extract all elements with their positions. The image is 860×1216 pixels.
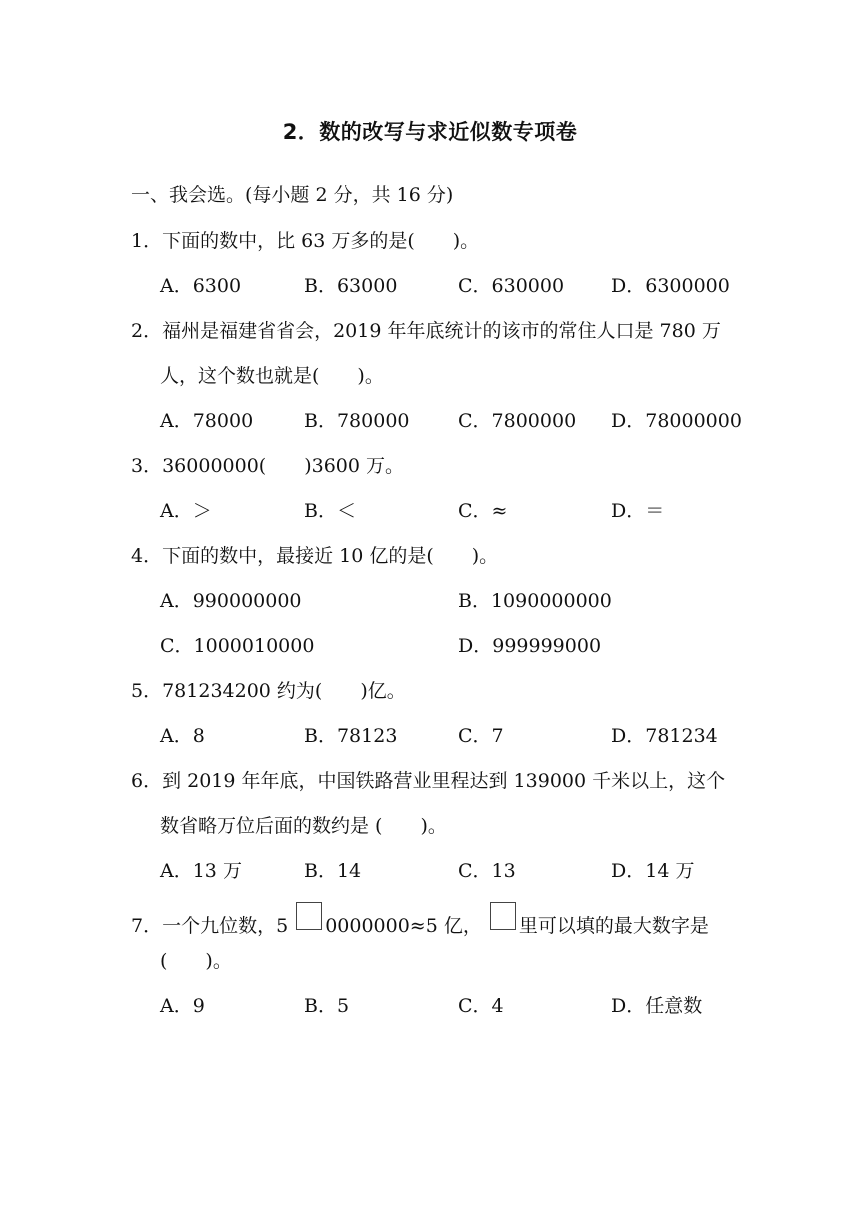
question-1-option-c: C．630000 bbox=[458, 275, 565, 297]
question-6-option-b: B．14 bbox=[304, 860, 362, 882]
question-1-option-d: D．6300000 bbox=[611, 275, 730, 297]
question-7-stem-part3: 里可以填的最大数字是 bbox=[518, 915, 709, 937]
question-3-option-d: D．＝ bbox=[611, 500, 665, 522]
question-5-stem: 5．781234200 约为( )亿。 bbox=[131, 680, 406, 702]
question-6-stem-line2: 数省略万位后面的数约是 ( )。 bbox=[160, 815, 447, 837]
question-2-stem-line2: 人，这个数也就是( )。 bbox=[160, 365, 384, 387]
question-6-stem-line1: 6．到 2019 年年底，中国铁路营业里程达到 139000 千米以上，这个 bbox=[131, 770, 726, 792]
question-5-option-b: B．78123 bbox=[304, 725, 398, 747]
question-2-option-b: B．780000 bbox=[304, 410, 410, 432]
question-7-stem-part1: 7．一个九位数，5 bbox=[131, 915, 289, 937]
question-5-option-c: C．7 bbox=[458, 725, 504, 747]
section-heading: 一、我会选。(每小题 2 分，共 16 分) bbox=[131, 184, 454, 206]
question-3-option-b: B．＜ bbox=[304, 500, 356, 522]
question-4-option-b: B．1090000000 bbox=[458, 590, 612, 612]
question-4-option-d: D．999999000 bbox=[458, 635, 602, 657]
question-7-option-b: B．5 bbox=[304, 995, 350, 1017]
question-2-option-d: D．78000000 bbox=[611, 410, 742, 432]
question-3-option-a: A．＞ bbox=[160, 500, 212, 522]
question-3-option-c: C．≈ bbox=[458, 500, 508, 522]
question-7-option-c: C．4 bbox=[458, 995, 504, 1017]
question-2-option-c: C．7800000 bbox=[458, 410, 577, 432]
question-6-option-d: D．14 万 bbox=[611, 860, 695, 882]
question-7-stem-line1 bbox=[131, 910, 709, 939]
question-3-stem: 3．36000000( )3600 万。 bbox=[131, 455, 405, 477]
question-4-option-a: A．990000000 bbox=[160, 590, 302, 612]
page-title: 2．数的改写与求近似数专项卷 bbox=[282, 120, 578, 144]
question-5-option-d: D．781234 bbox=[611, 725, 718, 747]
question-1-option-a: A．6300 bbox=[160, 275, 242, 297]
question-7-option-a: A．9 bbox=[160, 995, 205, 1017]
question-7-stem-line2: ( )。 bbox=[160, 950, 232, 972]
question-2-option-a: A．78000 bbox=[160, 410, 254, 432]
question-7-stem-part2: 0000000≈5 亿， bbox=[325, 915, 482, 937]
question-4-option-c: C．1000010000 bbox=[160, 635, 315, 657]
question-4-stem: 4．下面的数中，最接近 10 亿的是( )。 bbox=[131, 545, 499, 567]
question-1-option-b: B．63000 bbox=[304, 275, 398, 297]
question-5-option-a: A．8 bbox=[160, 725, 205, 747]
question-7-option-d: D．任意数 bbox=[611, 995, 703, 1017]
blank-answer-box-reference bbox=[490, 902, 516, 930]
question-2-stem-line1: 2．福州是福建省省会，2019 年年底统计的该市的常住人口是 780 万 bbox=[131, 320, 721, 342]
question-6-option-c: C．13 bbox=[458, 860, 516, 882]
question-1-stem: 1．下面的数中，比 63 万多的是( )。 bbox=[131, 230, 480, 252]
blank-answer-box[interactable] bbox=[296, 902, 322, 930]
question-6-option-a: A．13 万 bbox=[160, 860, 242, 882]
